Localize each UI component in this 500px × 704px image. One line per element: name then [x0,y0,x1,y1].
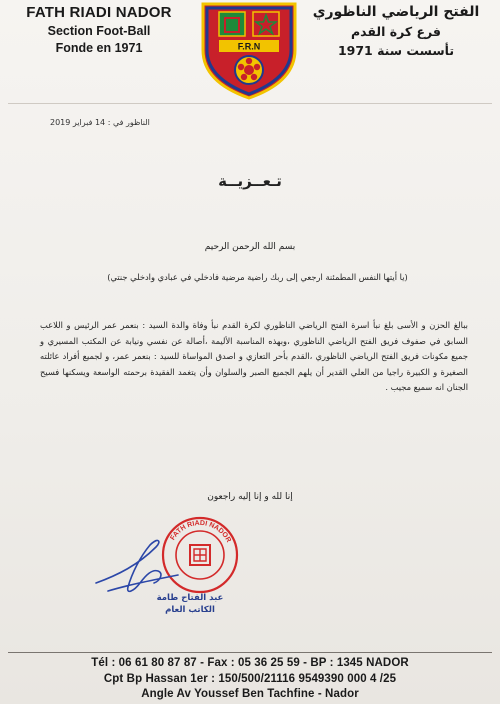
basmala: بسم الله الرحمن الرحيم [204,242,296,252]
founded-fr: Fonde en 1971 [55,41,143,55]
closing-phrase: إنا لله و إنا إليه راجعون [207,492,293,502]
signer-name: عبد الفتاح طامة [156,593,224,603]
section-name-fr: Section Foot-Ball [47,24,151,38]
signer-role: الكاتب العام [165,605,215,615]
footer-divider [8,652,492,653]
letter-body: ببالغ الحزن و الأسى بلغ نبأ اسرة الفتح الرياضي الناظوري لكرة القدم نبأ وفاة والدة السيد : بنعمر عمر الرئيس و اللاعب السابق في صفوف فريق الفتح الرياضي الناظوري ،وبهذه المناسبة الأليمة ،أصالة عن نفسي ونيابة عن المكتب المسيري و جميع مكونات فريق الفتح الرياضي الناظوري ،القدم بأحر التعازي و اصدق المواساة للسيد : بنعمر عمر، و لجميع أفراد عائلته الصغيرة و الكبيرة راجيا من العلي القدير أن يلهم الجميع الصبر والسلوان وأن يتغمد الفقيدة برحمته الواسعة ويسكنها فسيح الجنان انه سميع مجيب . [40,320,468,393]
footer-bank-line: Cpt Bp Hassan 1er : 150/500/21116 9549390 000 4 /25 [103,672,397,685]
header-french [14,4,184,55]
section-name-ar: فرع كرة القدم [351,24,441,39]
club-name-ar: الفتح الرياضي الناظوري [312,4,480,20]
signer-block [130,592,250,616]
letter-date: الناظور في : 14 فبراير 2019 [50,118,150,127]
crest-letters: F.R.N [237,41,261,52]
footer-phone-line: Tél : 06 61 80 87 87 - Fax : 05 36 25 59 - BP : 1345 NADOR [91,657,409,669]
founded-ar: تأسست سنة 1971 [337,43,455,58]
club-name-fr: FATH RIADI NADOR [26,4,172,21]
club-crest-logo [197,0,301,100]
header-arabic [306,4,486,58]
quran-verse: (يا أيتها النفس المطمئنة ارجعي إلى ربك راضية مرضية فادخلي في عبادي وادخلي جنتي) [107,272,408,282]
footer-contact [0,656,500,703]
letter-title: تـعــزيــة [218,172,282,190]
stamp-text: FATH RIADI NADOR [169,519,232,544]
footer-address-line: Angle Av Youssef Ben Tachfine - Nador [141,688,359,700]
header-divider [8,103,492,104]
